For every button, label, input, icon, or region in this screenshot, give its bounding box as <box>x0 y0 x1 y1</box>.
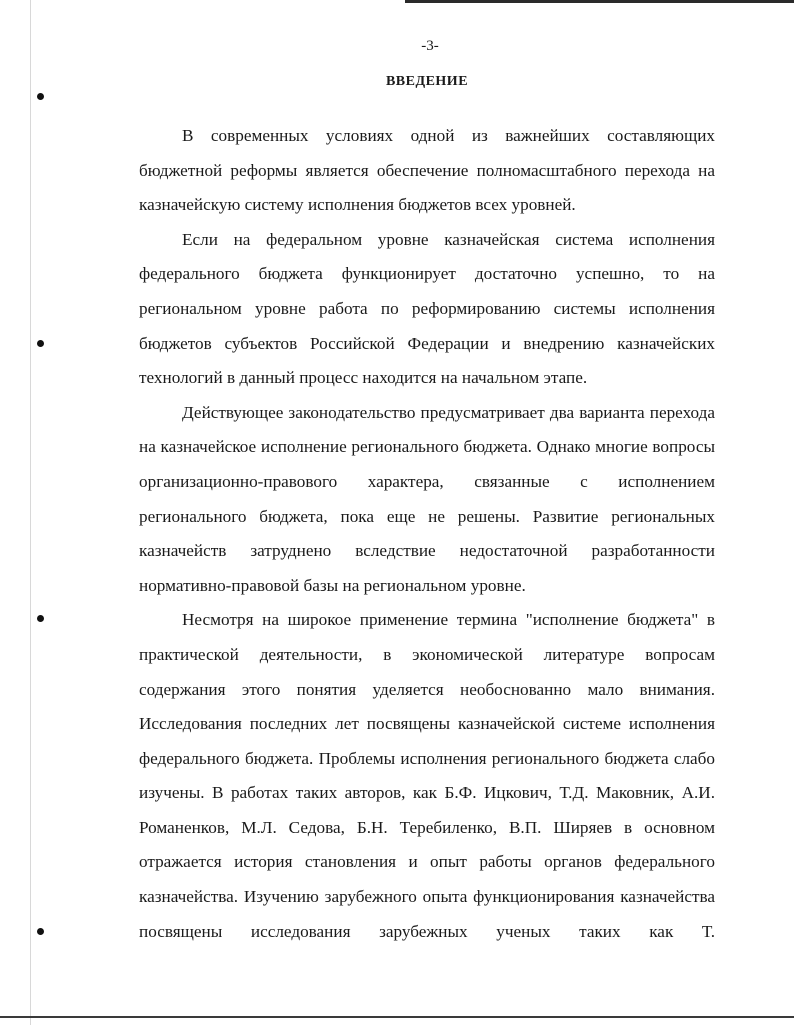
scan-edge-left <box>30 0 31 1025</box>
scan-edge-bottom <box>0 1016 794 1018</box>
paragraph-3: Действующее законодательство предусматривает два варианта перехода на казначейское исполнение регионального бюджета. Однако многие вопросы организационно-правового характера, связанные с исполнением регионального бюджета, пока еще не решены. Развитие региональных казначейств затруднено вследствие недостаточной разработанности нормативно-правовой базы на региональном уровне. <box>139 402 715 595</box>
document-body <box>139 119 715 949</box>
page-title: ВВЕДЕНИЕ <box>385 74 469 89</box>
binding-hole-mark <box>37 928 44 935</box>
scan-edge-top <box>405 0 794 3</box>
page-number: -3- <box>421 38 439 54</box>
binding-hole-mark <box>37 615 44 622</box>
binding-hole-mark <box>37 340 44 347</box>
binding-hole-mark <box>37 93 44 100</box>
paragraph-2: Если на федеральном уровне казначейская система исполнения федерального бюджета функционирует достаточно успешно, то на региональном уровне работа по реформированию системы исполнения бюджетов субъектов Российской Федерации и внедрению казначейских технологий в данный процесс находится на начальном этапе. <box>139 229 715 388</box>
paragraph-4: Несмотря на широкое применение термина "исполнение бюджета" в практической деятельности, в экономической литературе вопросам содержания этого понятия уделяется необоснованно мало внимания. Исследования последних лет посвящены казначейской системе исполнения федерального бюджета. Проблемы исполнения регионального бюджета слабо изучены. В работах таких авторов, как Б.Ф. Ицкович, Т.Д. Маковник, А.И. Романенков, М.Л. Седова, Б.Н. Теребиленко, В.П. Ширяев в основном отражается история становления и опыт работы органов федерального казначейства. Изучению зарубежного опыта функционирования казначейства посвящены исследования зарубежных ученых таких как Т. <box>139 610 715 941</box>
paragraph-1: В современных условиях одной из важнейших составляющих бюджетной реформы является обеспечение полномасштабного перехода на казначейскую систему исполнения бюджетов всех уровней. <box>139 126 715 215</box>
